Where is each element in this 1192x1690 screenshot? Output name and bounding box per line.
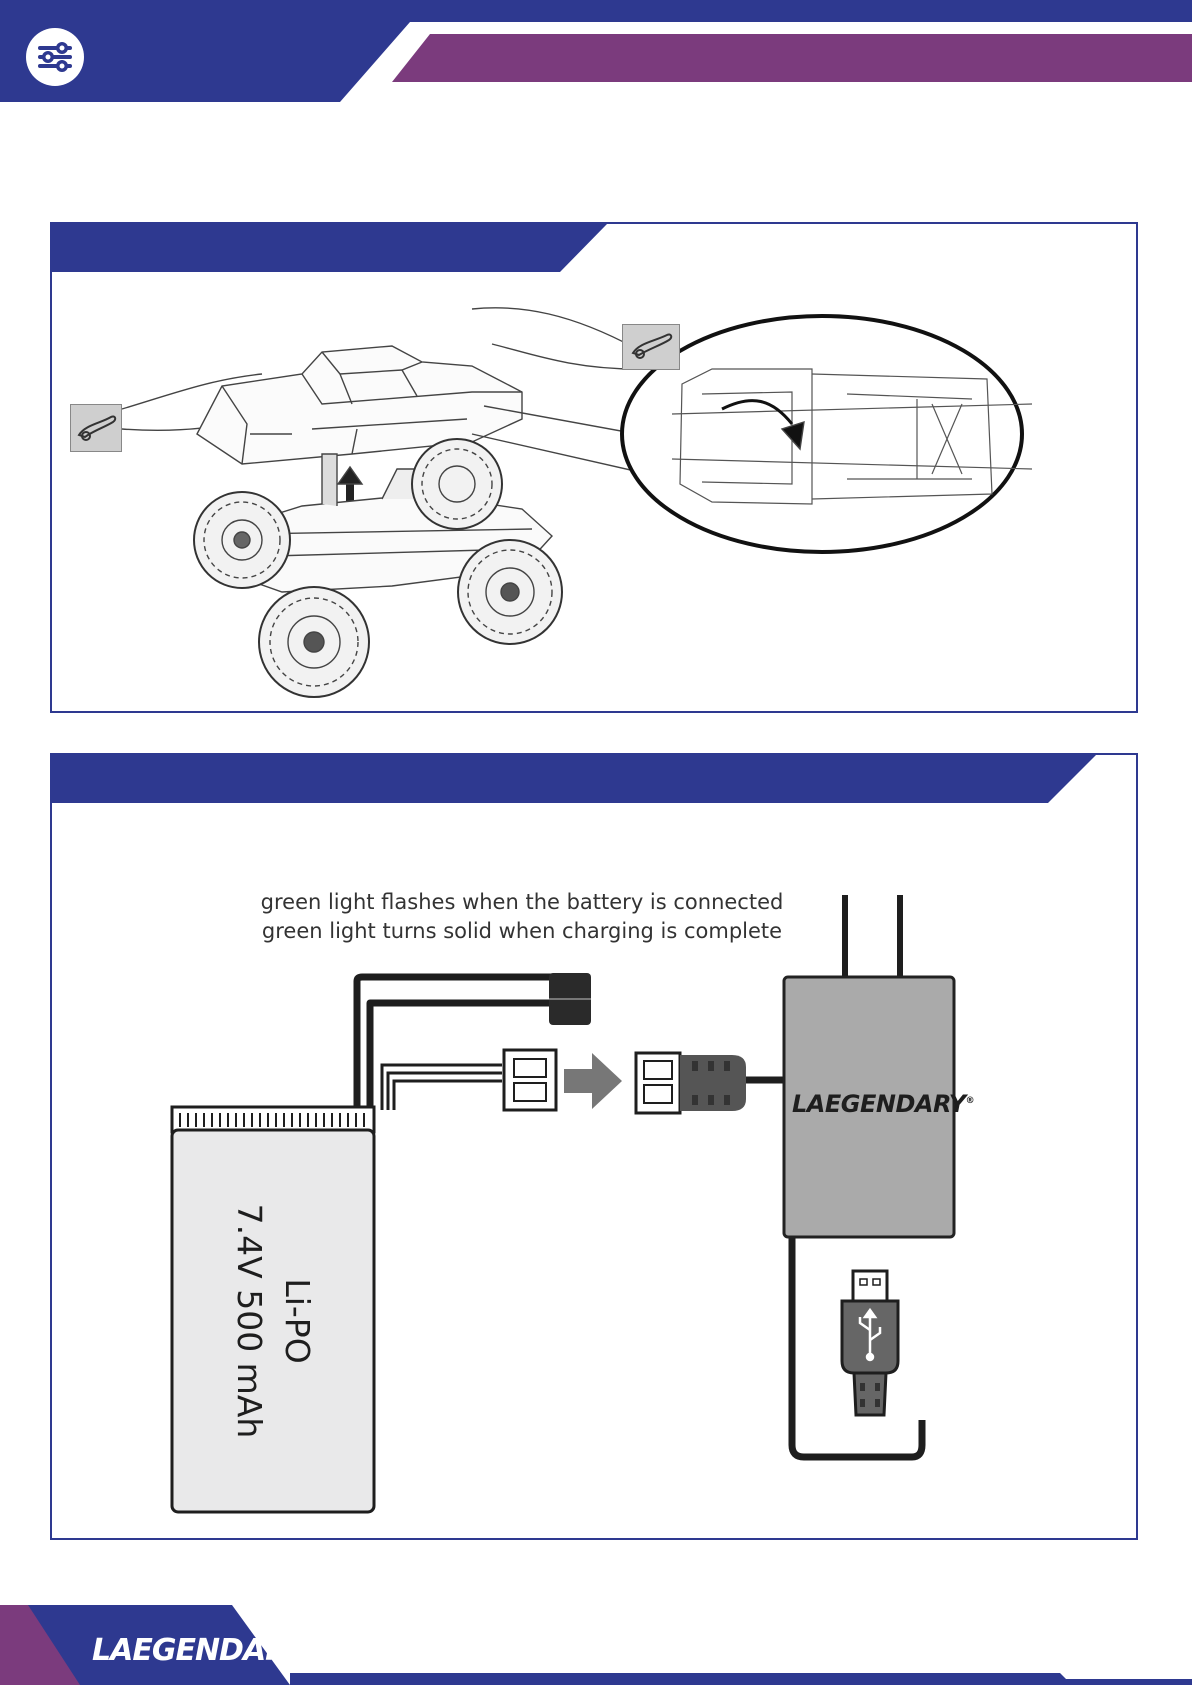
caption-line-2: green light turns solid when charging is complete <box>261 919 783 943</box>
charging-panel <box>50 753 1138 1540</box>
battery-type-label: Li-PO <box>278 1278 317 1364</box>
body-clip-icon <box>70 404 122 452</box>
battery-spec-label: 7.4V 500 mAh <box>230 1203 269 1439</box>
footer-brand-logo: LAEGENDARY <box>92 1633 306 1668</box>
page-footer <box>0 1605 1192 1685</box>
connect-arrow-icon <box>564 1053 622 1109</box>
caption-line-1: green light flashes when the battery is connected <box>260 890 784 914</box>
battery-label <box>172 1130 374 1512</box>
body-clip-icon <box>622 324 680 370</box>
monster-truck-body-removal <box>52 274 1136 711</box>
panel-header-tab <box>52 224 612 274</box>
charger-brand-label: LAEGENDARY® <box>792 1090 975 1118</box>
sliders-settings-icon <box>26 28 84 86</box>
page-header <box>0 0 1192 102</box>
body-removal-panel <box>50 222 1138 713</box>
